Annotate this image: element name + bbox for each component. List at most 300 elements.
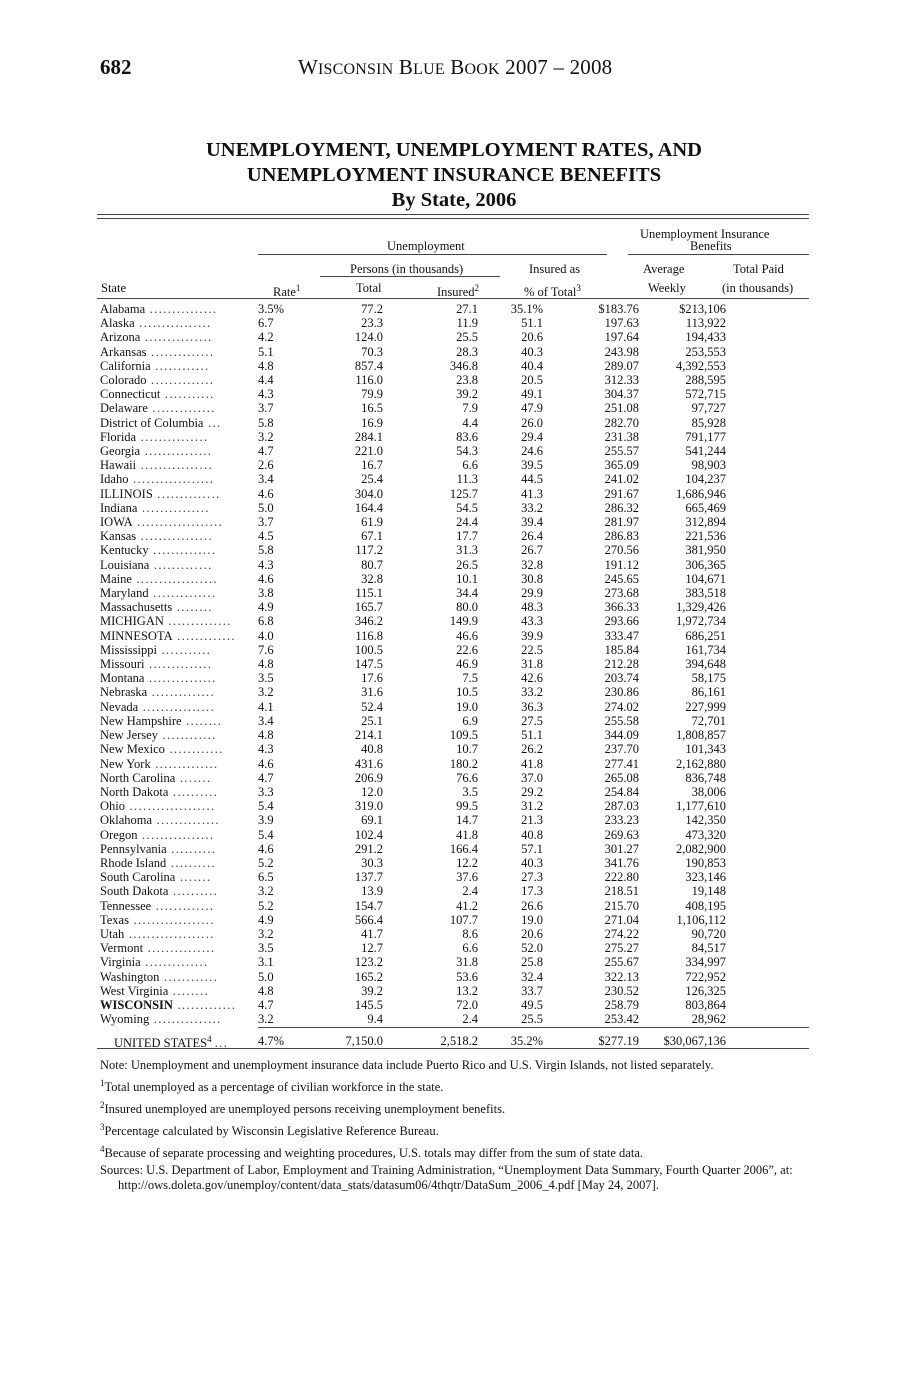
cell-paid: 253,553 xyxy=(685,344,726,359)
state-name-cell: MICHIGAN .............. xyxy=(100,614,232,629)
cell-total: 116.8 xyxy=(355,628,383,643)
table-row xyxy=(100,416,726,430)
cell-insured: 25.5 xyxy=(456,330,478,345)
cell-rate: 3.8 xyxy=(258,586,274,601)
cell-total: 100.5 xyxy=(354,642,383,657)
table-row xyxy=(100,700,726,714)
cell-rate: 3.1 xyxy=(258,955,274,970)
cell-paid: 288,595 xyxy=(685,373,726,388)
cell-total: 431.6 xyxy=(354,756,383,771)
cell-total: 32.8 xyxy=(361,571,383,586)
cell-avg: 230.86 xyxy=(604,685,639,700)
cell-paid: 221,536 xyxy=(685,529,726,544)
cell-rate: 3.5 xyxy=(258,941,274,956)
cell-total: 80.7 xyxy=(361,557,383,572)
state-name-cell: Kentucky .............. xyxy=(100,543,217,558)
cell-pct: 41.8 xyxy=(521,756,543,771)
table-row xyxy=(100,614,726,628)
cell-paid: 126,325 xyxy=(685,983,726,998)
top-rule xyxy=(97,214,809,215)
cell-pct: 52.0 xyxy=(521,941,543,956)
cell-avg: 274.22 xyxy=(604,926,639,941)
cell-pct: 32.4 xyxy=(521,969,543,984)
us-total-avg: $277.19 xyxy=(598,1034,639,1049)
state-name-cell: District of Columbia ... xyxy=(100,415,222,430)
cell-total: 9.4 xyxy=(367,1012,383,1027)
cell-avg: 255.58 xyxy=(604,713,639,728)
table-row xyxy=(100,799,726,813)
state-name-cell: Alaska ................ xyxy=(100,316,212,331)
cell-avg: 365.09 xyxy=(604,458,639,473)
state-name-cell: Massachusetts ........ xyxy=(100,600,213,615)
cell-paid: 85,928 xyxy=(691,415,726,430)
cell-pct: 32.8 xyxy=(521,557,543,572)
state-name-cell: West Virginia ........ xyxy=(100,983,209,998)
cell-paid: 323,146 xyxy=(685,870,726,885)
cell-paid: 142,350 xyxy=(685,813,726,828)
cell-paid: 1,329,426 xyxy=(676,600,726,615)
cell-paid: 19,148 xyxy=(691,884,726,899)
cell-insured: 4.4 xyxy=(462,415,478,430)
cell-pct: 21.3 xyxy=(521,813,543,828)
cell-rate: 3.4 xyxy=(258,472,274,487)
cell-insured: 107.7 xyxy=(449,912,478,927)
cell-avg: 191.12 xyxy=(604,557,639,572)
cell-insured: 17.7 xyxy=(456,529,478,544)
cell-rate: 5.1 xyxy=(258,344,274,359)
page-number: 682 xyxy=(100,55,132,79)
cell-rate: 4.5 xyxy=(258,529,274,544)
cell-rate: 4.8 xyxy=(258,657,274,672)
cell-pct: 37.0 xyxy=(521,770,543,785)
table-row xyxy=(100,529,726,543)
cell-rate: 7.6 xyxy=(258,642,274,657)
table-title xyxy=(100,138,808,213)
table-row xyxy=(100,487,726,501)
cell-total: 79.9 xyxy=(361,387,383,402)
cell-total: 25.4 xyxy=(361,472,383,487)
table-row xyxy=(100,828,726,842)
cell-insured: 80.0 xyxy=(456,600,478,615)
table-row xyxy=(100,558,726,572)
table-row xyxy=(100,771,726,785)
cell-insured: 28.3 xyxy=(456,344,478,359)
cell-pct: 40.3 xyxy=(521,344,543,359)
cell-total: 30.3 xyxy=(361,855,383,870)
cell-paid: 836,748 xyxy=(685,770,726,785)
cell-paid: 803,864 xyxy=(685,997,726,1012)
cell-avg: 287.03 xyxy=(604,799,639,814)
header-pct-total: % of Total$^3$ xyxy=(524,283,581,300)
cell-paid: 541,244 xyxy=(685,444,726,459)
table-row xyxy=(100,714,726,728)
cell-rate: 6.5 xyxy=(258,870,274,885)
cell-rate: 4.4 xyxy=(258,373,274,388)
table-row xyxy=(100,629,726,643)
state-name-cell: New Mexico ............ xyxy=(100,742,224,757)
cell-paid: 334,997 xyxy=(685,955,726,970)
cell-total: 165.7 xyxy=(354,600,383,615)
cell-total: 41.7 xyxy=(361,926,383,941)
cell-avg: 271.04 xyxy=(604,912,639,927)
cell-avg: 301.27 xyxy=(604,841,639,856)
cell-paid: 408,195 xyxy=(685,898,726,913)
cell-paid: 473,320 xyxy=(685,827,726,842)
cell-avg: 218.51 xyxy=(604,884,639,899)
cell-rate: 5.8 xyxy=(258,415,274,430)
state-name-cell: Colorado .............. xyxy=(100,373,215,388)
cell-pct: 44.5 xyxy=(521,472,543,487)
cell-paid: 227,999 xyxy=(685,699,726,714)
state-name-cell: New Hampshire ........ xyxy=(100,713,223,728)
table-row xyxy=(100,785,726,799)
cell-insured: 13.2 xyxy=(456,983,478,998)
cell-insured: 31.8 xyxy=(456,955,478,970)
cell-rate: 4.8 xyxy=(258,728,274,743)
cell-pct: 49.1 xyxy=(521,387,543,402)
header-total: Total xyxy=(356,281,382,295)
table-row xyxy=(100,387,726,401)
cell-paid: 665,469 xyxy=(685,500,726,515)
cell-pct: 26.7 xyxy=(521,543,543,558)
cell-paid: 2,162,880 xyxy=(676,756,726,771)
table-row xyxy=(100,330,726,344)
cell-rate: 4.6 xyxy=(258,486,274,501)
state-name-cell: Utah ................... xyxy=(100,926,215,941)
table-row xyxy=(100,884,726,898)
cell-pct: 29.9 xyxy=(521,586,543,601)
cell-total: 221.0 xyxy=(354,444,383,459)
cell-insured: 6.6 xyxy=(462,941,478,956)
cell-rate: 4.3 xyxy=(258,557,274,572)
cell-pct: 42.6 xyxy=(521,671,543,686)
state-name-cell: New Jersey ............ xyxy=(100,728,217,743)
cell-rate: 3.9 xyxy=(258,813,274,828)
cell-pct: 17.3 xyxy=(521,884,543,899)
table-row xyxy=(100,984,726,998)
cell-rate: 5.2 xyxy=(258,898,274,913)
table-row xyxy=(100,955,726,969)
cell-rate: 3.2 xyxy=(258,429,274,444)
table-row xyxy=(100,515,726,529)
cell-total: 346.2 xyxy=(354,614,383,629)
state-name-cell: North Dakota .......... xyxy=(100,784,219,799)
cell-avg: 254.84 xyxy=(604,784,639,799)
cell-avg: 341.76 xyxy=(604,855,639,870)
cell-insured: 8.6 xyxy=(462,926,478,941)
cell-total: 40.8 xyxy=(361,742,383,757)
cell-insured: 22.6 xyxy=(456,642,478,657)
cell-insured: 180.2 xyxy=(449,756,478,771)
uib-group-rule xyxy=(628,254,809,255)
cell-total: 16.9 xyxy=(361,415,383,430)
cell-rate: 3.4 xyxy=(258,713,274,728)
cell-rate: 3.7 xyxy=(258,515,274,530)
cell-pct: 27.5 xyxy=(521,713,543,728)
cell-insured: 37.6 xyxy=(456,870,478,885)
cell-total: 70.3 xyxy=(361,344,383,359)
cell-pct: 26.6 xyxy=(521,898,543,913)
cell-total: 77.2 xyxy=(361,302,383,316)
state-name-cell: Arizona ............... xyxy=(100,330,213,345)
cell-rate: 4.7 xyxy=(258,997,274,1012)
cell-pct: 20.6 xyxy=(521,330,543,345)
cell-paid: 383,518 xyxy=(685,586,726,601)
cell-pct: 33.2 xyxy=(521,685,543,700)
table-row xyxy=(100,472,726,486)
cell-pct: 26.2 xyxy=(521,742,543,757)
cell-total: 67.1 xyxy=(361,529,383,544)
state-name-cell: Arkansas .............. xyxy=(100,344,215,359)
cell-rate: 4.9 xyxy=(258,912,274,927)
cell-insured: 23.8 xyxy=(456,373,478,388)
header-average: Average xyxy=(643,262,685,276)
cell-rate: 6.7 xyxy=(258,316,274,331)
cell-insured: 7.5 xyxy=(462,671,478,686)
cell-insured: 10.7 xyxy=(456,742,478,757)
cell-paid: 72,701 xyxy=(691,713,726,728)
cell-pct: 40.8 xyxy=(521,827,543,842)
state-name-cell: Washington ............ xyxy=(100,969,219,984)
cell-total: 12.7 xyxy=(361,941,383,956)
cell-total: 102.4 xyxy=(354,827,383,842)
cell-pct: 20.6 xyxy=(521,926,543,941)
cell-rate: 3.2 xyxy=(258,685,274,700)
cell-pct: 31.8 xyxy=(521,657,543,672)
cell-paid: 4,392,553 xyxy=(676,358,726,373)
cell-avg: 289.07 xyxy=(604,358,639,373)
state-name-cell: North Carolina ....... xyxy=(100,770,212,785)
cell-paid: 572,715 xyxy=(685,387,726,402)
cell-total: 857.4 xyxy=(354,358,383,373)
cell-rate: 3.2 xyxy=(258,1012,274,1027)
state-name-cell: Rhode Island .......... xyxy=(100,855,217,870)
cell-total: 13.9 xyxy=(361,884,383,899)
cell-rate: 2.6 xyxy=(258,458,274,473)
header-uib-line2: Benefits xyxy=(690,239,732,253)
cell-paid: 791,177 xyxy=(685,429,726,444)
cell-total: 25.1 xyxy=(361,713,383,728)
cell-total: 123.2 xyxy=(354,955,383,970)
cell-avg: 230.52 xyxy=(604,983,639,998)
total-rule xyxy=(258,1027,809,1028)
cell-rate: 4.8 xyxy=(258,358,274,373)
cell-insured: 149.9 xyxy=(449,614,478,629)
cell-pct: 26.4 xyxy=(521,529,543,544)
cell-pct: 43.3 xyxy=(521,614,543,629)
cell-avg: 255.67 xyxy=(604,955,639,970)
cell-avg: 203.74 xyxy=(604,671,639,686)
cell-avg: 212.28 xyxy=(604,657,639,672)
title-subtitle: By State, 2006 xyxy=(391,189,517,211)
cell-paid: 104,237 xyxy=(685,472,726,487)
cell-insured: 72.0 xyxy=(456,997,478,1012)
state-name-cell: Tennessee ............. xyxy=(100,898,215,913)
cell-rate: 5.8 xyxy=(258,543,274,558)
cell-total: 115.1 xyxy=(355,586,383,601)
cell-total: 291.2 xyxy=(354,841,383,856)
cell-rate: 4.3 xyxy=(258,387,274,402)
header-insured: Insured$^2$ xyxy=(437,283,479,300)
footnote-4: $^4$Because of separate processing and weighting procedures, U.S. totals may differ from the sum of state data. xyxy=(100,1144,643,1161)
table-row xyxy=(100,316,726,330)
us-total-total: 7,150.0 xyxy=(345,1034,383,1049)
cell-avg: 197.63 xyxy=(604,316,639,331)
cell-paid: 113,922 xyxy=(685,316,726,331)
table-row xyxy=(100,870,726,884)
state-name-cell: Pennsylvania .......... xyxy=(100,841,217,856)
state-name-cell: Kansas ................ xyxy=(100,529,214,544)
table-row xyxy=(100,856,726,870)
state-name-cell: Idaho .................. xyxy=(100,472,215,487)
cell-avg: 366.33 xyxy=(604,600,639,615)
cell-avg: $183.76 xyxy=(598,302,639,316)
cell-paid: 312,894 xyxy=(685,515,726,530)
state-name-cell: South Dakota .......... xyxy=(100,884,219,899)
table-row xyxy=(100,685,726,699)
cell-insured: 46.9 xyxy=(456,657,478,672)
cell-paid: 28,962 xyxy=(691,1012,726,1027)
table-row xyxy=(100,543,726,557)
us-total-label: UNITED STATES$^4$ ... xyxy=(114,1034,229,1051)
cell-insured: 2.4 xyxy=(462,1012,478,1027)
cell-paid: 306,365 xyxy=(685,557,726,572)
notes-block xyxy=(100,1056,820,1193)
table-row xyxy=(100,643,726,657)
cell-total: 566.4 xyxy=(354,912,383,927)
table-row xyxy=(100,430,726,444)
cell-pct: 41.3 xyxy=(521,486,543,501)
state-name-cell: Mississippi ........... xyxy=(100,642,212,657)
cell-rate: 4.6 xyxy=(258,841,274,856)
cell-avg: 333.47 xyxy=(604,628,639,643)
cell-pct: 22.5 xyxy=(521,642,543,657)
state-name-cell: Maine .................. xyxy=(100,571,218,586)
state-name-cell: Florida ............... xyxy=(100,429,209,444)
cell-total: 147.5 xyxy=(354,657,383,672)
cell-insured: 10.1 xyxy=(456,571,478,586)
cell-avg: 243.98 xyxy=(604,344,639,359)
table-row xyxy=(100,600,726,614)
cell-rate: 5.0 xyxy=(258,500,274,515)
state-name-cell: South Carolina ....... xyxy=(100,870,212,885)
cell-rate: 4.2 xyxy=(258,330,274,345)
cell-total: 304.0 xyxy=(354,486,383,501)
cell-insured: 24.4 xyxy=(456,515,478,530)
cell-avg: 282.70 xyxy=(604,415,639,430)
cell-paid: 1,177,610 xyxy=(676,799,726,814)
header-weekly: Weekly xyxy=(648,281,686,295)
table-row xyxy=(100,586,726,600)
cell-avg: 286.83 xyxy=(604,529,639,544)
cell-avg: 344.09 xyxy=(604,728,639,743)
table-row xyxy=(100,927,726,941)
cell-rate: 4.7 xyxy=(258,770,274,785)
cell-paid: 104,671 xyxy=(685,571,726,586)
cell-paid: 1,808,857 xyxy=(676,728,726,743)
cell-total: 137.7 xyxy=(354,870,383,885)
cell-rate: 4.1 xyxy=(258,699,274,714)
cell-insured: 2.4 xyxy=(462,884,478,899)
table-row xyxy=(100,941,726,955)
cell-total: 116.0 xyxy=(355,373,383,388)
cell-avg: 312.33 xyxy=(604,373,639,388)
cell-paid: 190,853 xyxy=(685,855,726,870)
cell-insured: 125.7 xyxy=(449,486,478,501)
cell-rate: 4.0 xyxy=(258,628,274,643)
cell-pct: 39.4 xyxy=(521,515,543,530)
cell-paid: 97,727 xyxy=(691,401,726,416)
cell-pct: 25.8 xyxy=(521,955,543,970)
cell-avg: 185.84 xyxy=(604,642,639,657)
table-row xyxy=(100,813,726,827)
cell-pct: 33.7 xyxy=(521,983,543,998)
cell-paid: 58,175 xyxy=(691,671,726,686)
cell-avg: 197.64 xyxy=(604,330,639,345)
cell-paid: 394,648 xyxy=(685,657,726,672)
cell-insured: 34.4 xyxy=(456,586,478,601)
cell-pct: 49.5 xyxy=(521,997,543,1012)
cell-insured: 3.5 xyxy=(462,784,478,799)
unemployment-group-rule xyxy=(258,254,607,255)
table-row xyxy=(100,345,726,359)
cell-insured: 53.6 xyxy=(456,969,478,984)
cell-total: 165.2 xyxy=(354,969,383,984)
cell-avg: 233.23 xyxy=(604,813,639,828)
cell-total: 164.4 xyxy=(354,500,383,515)
cell-total: 206.9 xyxy=(354,770,383,785)
cell-paid: 1,972,734 xyxy=(676,614,726,629)
cell-insured: 76.6 xyxy=(456,770,478,785)
header-rate: Rate$^1$ xyxy=(273,283,301,300)
cell-total: 154.7 xyxy=(354,898,383,913)
cell-avg: 253.42 xyxy=(604,1012,639,1027)
cell-rate: 3.3 xyxy=(258,784,274,799)
cell-pct: 31.2 xyxy=(521,799,543,814)
cell-avg: 291.67 xyxy=(604,486,639,501)
cell-paid: 2,082,900 xyxy=(676,841,726,856)
cell-total: 39.2 xyxy=(361,983,383,998)
cell-total: 117.2 xyxy=(355,543,383,558)
sources: Sources: U.S. Department of Labor, Employment and Training Administration, “Unemployment Data Summary, Fourth Quarter 2006”, at: http://ows.doleta.gov/unemploy/content/data_stats/datasum06/4thqtr/DataSum_2006_4.pdf [May 24, 2007]. xyxy=(100,1162,793,1192)
cell-insured: 6.9 xyxy=(462,713,478,728)
cell-pct: 47.9 xyxy=(521,401,543,416)
state-name-cell: Maryland .............. xyxy=(100,586,217,601)
state-name-cell: Virginia .............. xyxy=(100,955,209,970)
footnote-3: $^3$Percentage calculated by Wisconsin Legislative Reference Bureau. xyxy=(100,1122,439,1139)
title-line-2: UNEMPLOYMENT INSURANCE BENEFITS xyxy=(246,164,662,186)
cell-pct: 33.2 xyxy=(521,500,543,515)
cell-rate: 4.8 xyxy=(258,983,274,998)
cell-insured: 109.5 xyxy=(449,728,478,743)
cell-paid: 722,952 xyxy=(685,969,726,984)
table-row xyxy=(100,302,726,316)
title-line-1: UNEMPLOYMENT, UNEMPLOYMENT RATES, AND xyxy=(205,139,702,161)
table-row xyxy=(100,444,726,458)
cell-pct: 51.1 xyxy=(521,316,543,331)
state-name-cell: Oklahoma .............. xyxy=(100,813,220,828)
table-row xyxy=(100,458,726,472)
cell-pct: 29.2 xyxy=(521,784,543,799)
cell-paid: 98,903 xyxy=(691,458,726,473)
state-name-cell: Delaware .............. xyxy=(100,401,216,416)
us-total-insured: 2,518.2 xyxy=(440,1034,478,1049)
cell-pct: 57.1 xyxy=(521,841,543,856)
cell-avg: 245.65 xyxy=(604,571,639,586)
state-name-cell: Nebraska .............. xyxy=(100,685,216,700)
cell-avg: 281.97 xyxy=(604,515,639,530)
cell-paid: 1,686,946 xyxy=(676,486,726,501)
